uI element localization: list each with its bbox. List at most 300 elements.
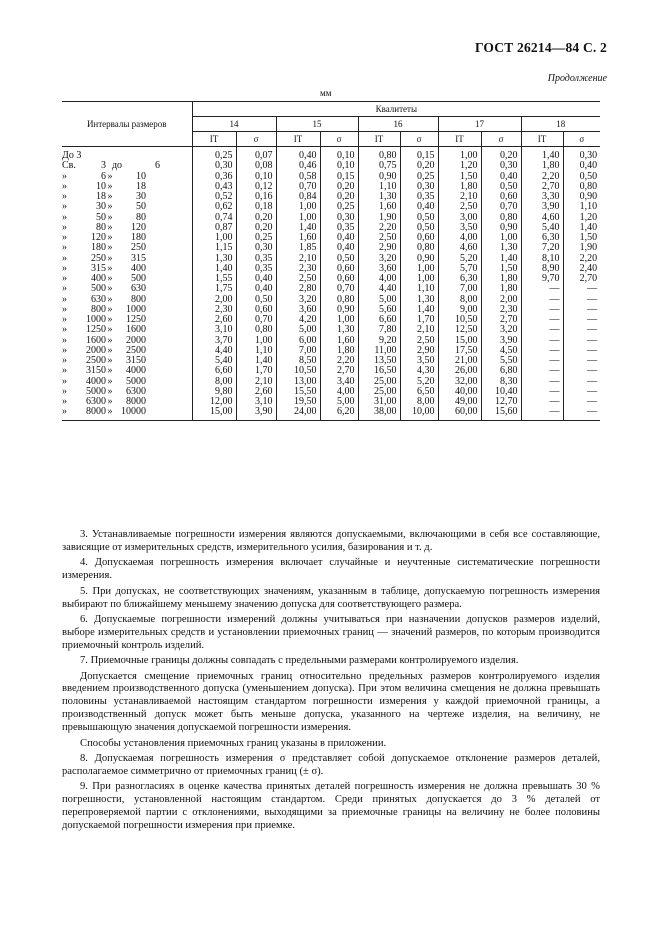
it-value: 13,00 — [276, 377, 320, 387]
size-interval — [62, 325, 192, 335]
sigma-value: 0,50 — [481, 182, 521, 192]
interval-mid: » — [107, 293, 113, 305]
paragraph: Допускается смещение приемочных границ относительно предельных размеров контролируемого изделия введением производственного допуска (уменьшением допуска). При этом величина смещения не должна превышать половины устанавливаемой настоящим стандартом погрешности измерения у каждой приемочной границы, а производственный допуск может быть меньше допуска, указанного на чертеже изделия, на величину, не превышающую значения допускаемой погрешности измерения. — [62, 670, 600, 734]
interval-mid: » — [107, 344, 113, 356]
interval-to: 400 — [131, 262, 146, 274]
size-interval — [62, 254, 192, 264]
size-interval — [62, 161, 192, 171]
sigma-value: 1,30 — [481, 243, 521, 253]
sigma-value: 0,30 — [400, 182, 438, 192]
it-value: 7,00 — [276, 346, 320, 356]
interval-to: 180 — [131, 232, 146, 243]
it-value: — — [521, 407, 563, 420]
paragraph: 3. Устанавливаемые погрешности измерения являются допускаемыми, включающими в себя все составляющие, зависящие от измерительных средств, измерительного усилия, базирования и т. д. — [62, 529, 600, 553]
it-value: 1,55 — [192, 274, 236, 284]
it-value: 0,80 — [358, 147, 400, 162]
sigma-value: 0,30 — [320, 213, 358, 223]
it-value: 5,60 — [358, 305, 400, 315]
interval-mid: » — [107, 232, 113, 243]
interval-prefix: » — [62, 375, 67, 387]
it-value: 1,00 — [276, 202, 320, 212]
it-value: 19,50 — [276, 397, 320, 407]
it-value: 1,00 — [192, 233, 236, 243]
sigma-value: 0,40 — [320, 243, 358, 253]
it-value: 1,60 — [358, 202, 400, 212]
interval-mid: » — [107, 303, 113, 315]
interval-prefix: » — [62, 252, 67, 264]
it-value: 3,10 — [192, 325, 236, 335]
sigma-value: 0,10 — [320, 161, 358, 171]
it-value: 6,60 — [192, 366, 236, 376]
interval-to: 30 — [136, 191, 146, 202]
interval-mid: » — [107, 365, 113, 377]
sigma-value: — — [563, 336, 600, 346]
sigma-value: 2,50 — [400, 336, 438, 346]
sigma-value: 4,50 — [481, 346, 521, 356]
paragraph: 8. Допускаемая погрешность измерения σ представляет собой допускаемое отклонение размеров деталей, располагаемое симметрично от приемочных границ (± σ). — [62, 753, 600, 777]
sigma-value: 0,15 — [400, 147, 438, 162]
interval-to: 50 — [136, 201, 146, 213]
sigma-value: 0,35 — [236, 264, 276, 274]
interval-mid: » — [107, 252, 113, 264]
sigma-value: 2,00 — [481, 295, 521, 305]
it-value: 2,30 — [276, 264, 320, 274]
it-value: 4,20 — [276, 315, 320, 325]
interval-prefix: » — [62, 262, 67, 274]
sigma-value: 8,30 — [481, 377, 521, 387]
sigma-subheader: σ — [320, 132, 358, 147]
it-subheader: IT — [521, 132, 563, 147]
it-value: 3,70 — [192, 336, 236, 346]
interval-from: 315 — [91, 262, 106, 274]
interval-to: 6300 — [126, 385, 146, 397]
sigma-value: 1,00 — [236, 336, 276, 346]
sigma-value: 0,10 — [236, 172, 276, 182]
it-value: 3,60 — [358, 264, 400, 274]
it-value: 0,52 — [192, 192, 236, 202]
it-value: 2,10 — [276, 254, 320, 264]
body-text — [62, 529, 600, 835]
interval-mid: до — [111, 160, 123, 172]
sigma-value: — — [563, 407, 600, 420]
sigma-value: — — [563, 397, 600, 407]
sigma-value: 0,80 — [481, 213, 521, 223]
interval-mid: » — [107, 262, 113, 274]
sigma-subheader: σ — [481, 132, 521, 147]
it-subheader: IT — [192, 132, 236, 147]
sigma-value: 1,40 — [563, 223, 600, 233]
table-row — [62, 325, 600, 335]
interval-from: 18 — [96, 191, 106, 202]
sigma-value: 1,00 — [400, 264, 438, 274]
it-value: 5,40 — [521, 223, 563, 233]
it-value: 2,60 — [192, 315, 236, 325]
sigma-value: 2,70 — [563, 274, 600, 284]
it-value: 8,00 — [438, 295, 481, 305]
sigma-value: 0,30 — [236, 243, 276, 253]
interval-to: 8000 — [126, 396, 146, 407]
sigma-value: 10,00 — [400, 407, 438, 420]
sigma-value: 0,35 — [320, 223, 358, 233]
sigma-value: 3,20 — [481, 325, 521, 335]
it-value: 3,50 — [438, 223, 481, 233]
interval-from: 400 — [91, 273, 106, 284]
it-value: 6,60 — [358, 315, 400, 325]
sigma-value: 0,25 — [400, 172, 438, 182]
sigma-value: 0,15 — [320, 172, 358, 182]
tolerance-table — [62, 101, 600, 421]
sigma-value: 0,20 — [320, 192, 358, 202]
it-value: 0,36 — [192, 172, 236, 182]
sigma-value: 0,60 — [320, 274, 358, 284]
it-value: 3,60 — [276, 305, 320, 315]
it-value: 0,87 — [192, 223, 236, 233]
sigma-value: 0,40 — [236, 274, 276, 284]
sigma-value: 2,30 — [481, 305, 521, 315]
interval-mid: » — [107, 324, 113, 336]
quality-group-header: 16 — [358, 117, 438, 132]
sigma-value: 1,00 — [320, 315, 358, 325]
sigma-value: 0,50 — [236, 295, 276, 305]
paragraph: 5. При допусках, не соответствующих значениям, указанным в таблице, допускаемую погрешность измерения выбирают по ближайшему меньшему значению допуска для соответствующего размера. — [62, 585, 600, 610]
it-value: 0,62 — [192, 202, 236, 212]
interval-prefix: » — [62, 283, 67, 295]
size-interval — [62, 213, 192, 223]
interval-to: 1250 — [126, 314, 146, 325]
it-value: 4,00 — [358, 274, 400, 284]
interval-to: 3150 — [126, 355, 146, 366]
it-value: 49,00 — [438, 397, 481, 407]
sigma-value: 0,90 — [320, 305, 358, 315]
it-value: 60,00 — [438, 407, 481, 420]
it-value: 2,50 — [358, 233, 400, 243]
sigma-value: 0,80 — [400, 243, 438, 253]
interval-mid: » — [107, 211, 113, 223]
interval-from: 2500 — [86, 355, 106, 366]
it-value: 1,15 — [192, 243, 236, 253]
quality-group-header: 14 — [192, 117, 276, 132]
interval-to: 500 — [131, 273, 146, 284]
it-value: 2,20 — [358, 223, 400, 233]
sigma-value: 1,40 — [481, 254, 521, 264]
sigma-value: — — [563, 284, 600, 294]
interval-from: 3 — [101, 160, 106, 172]
interval-prefix: Св. — [62, 160, 76, 172]
sigma-value: 0,70 — [320, 284, 358, 294]
it-value: — — [521, 377, 563, 387]
interval-mid: » — [107, 180, 113, 192]
interval-from: 1250 — [86, 324, 106, 336]
sigma-value: 2,10 — [236, 377, 276, 387]
interval-to: 10 — [136, 170, 146, 182]
it-value: 1,40 — [276, 223, 320, 233]
sigma-value: 0,70 — [236, 315, 276, 325]
it-value: 1,10 — [358, 182, 400, 192]
size-interval — [62, 243, 192, 253]
sigma-value: 0,70 — [481, 202, 521, 212]
interval-prefix: » — [62, 221, 67, 233]
it-value: 2,50 — [276, 274, 320, 284]
it-value: 3,30 — [521, 192, 563, 202]
sigma-value: 0,20 — [481, 147, 521, 162]
size-interval — [62, 264, 192, 274]
sigma-value: 1,80 — [481, 284, 521, 294]
interval-prefix: » — [62, 242, 67, 254]
it-value: — — [521, 315, 563, 325]
interval-from: 500 — [91, 283, 106, 295]
interval-prefix: » — [62, 180, 67, 192]
interval-from: 8000 — [86, 406, 106, 418]
sigma-value: 0,40 — [236, 284, 276, 294]
continuation-label: Продолжение — [547, 73, 607, 84]
table-row — [62, 202, 600, 212]
size-interval — [62, 366, 192, 376]
sigma-value: 2,40 — [563, 264, 600, 274]
sigma-value: 1,10 — [236, 346, 276, 356]
it-value: 1,00 — [276, 213, 320, 223]
it-value: 1,30 — [192, 254, 236, 264]
it-value: 4,60 — [521, 213, 563, 223]
it-value: 0,74 — [192, 213, 236, 223]
it-value: 1,20 — [438, 161, 481, 171]
interval-from: 1000 — [86, 314, 106, 325]
it-value: 10,50 — [438, 315, 481, 325]
interval-to: 10000 — [121, 406, 146, 418]
it-value: 4,40 — [358, 284, 400, 294]
sigma-subheader: σ — [236, 132, 276, 147]
table-row — [62, 407, 600, 420]
sigma-value: 0,60 — [400, 233, 438, 243]
it-value: 1,75 — [192, 284, 236, 294]
table-row — [62, 243, 600, 253]
it-value: 4,40 — [192, 346, 236, 356]
sigma-value: 10,40 — [481, 387, 521, 397]
interval-header: Интервалы размеров — [62, 102, 192, 147]
sigma-value: 0,35 — [400, 192, 438, 202]
sigma-value: 3,40 — [320, 377, 358, 387]
sigma-value: 1,60 — [320, 336, 358, 346]
interval-from: 120 — [91, 232, 106, 243]
quality-group-header: 18 — [521, 117, 600, 132]
it-value: 12,50 — [438, 325, 481, 335]
sigma-value: 3,50 — [400, 356, 438, 366]
interval-from: 3150 — [86, 365, 106, 377]
interval-mid: » — [107, 201, 113, 213]
interval-prefix: » — [62, 201, 67, 213]
it-value: 6,00 — [276, 336, 320, 346]
sigma-value: — — [563, 325, 600, 335]
sigma-value: 0,40 — [481, 172, 521, 182]
interval-prefix: » — [62, 232, 67, 243]
it-value: 16,50 — [358, 366, 400, 376]
sigma-subheader: σ — [400, 132, 438, 147]
it-value: 3,20 — [276, 295, 320, 305]
it-value: 1,40 — [192, 264, 236, 274]
interval-prefix: » — [62, 303, 67, 315]
interval-to: 315 — [131, 252, 146, 264]
sigma-value: 1,40 — [236, 356, 276, 366]
it-value: 24,00 — [276, 407, 320, 420]
it-value: 5,20 — [438, 254, 481, 264]
sigma-value: 1,50 — [563, 233, 600, 243]
interval-mid: » — [107, 283, 113, 295]
table-row — [62, 161, 600, 171]
sigma-value: — — [563, 295, 600, 305]
it-value: 2,30 — [192, 305, 236, 315]
sigma-value: 3,90 — [236, 407, 276, 420]
interval-prefix: » — [62, 355, 67, 366]
sigma-value: 0,07 — [236, 147, 276, 162]
sigma-subheader: σ — [563, 132, 600, 147]
it-value: — — [521, 325, 563, 335]
interval-prefix: » — [62, 324, 67, 336]
table-row — [62, 284, 600, 294]
it-value: 40,00 — [438, 387, 481, 397]
size-interval — [62, 407, 192, 420]
sigma-value: 0,20 — [236, 213, 276, 223]
sigma-value: 1,80 — [481, 274, 521, 284]
it-value: 15,00 — [438, 336, 481, 346]
sigma-value: 0,40 — [400, 202, 438, 212]
sigma-value: 0,30 — [563, 147, 600, 162]
interval-to: 250 — [131, 242, 146, 254]
size-interval — [62, 172, 192, 182]
sigma-value: 0,50 — [400, 213, 438, 223]
sigma-value: 0,20 — [320, 182, 358, 192]
sigma-value: — — [563, 377, 600, 387]
it-value: 9,20 — [358, 336, 400, 346]
it-value: — — [521, 336, 563, 346]
interval-to: 2000 — [126, 334, 146, 346]
sigma-value: — — [563, 387, 600, 397]
it-value: 25,00 — [358, 377, 400, 387]
interval-from: 10 — [96, 180, 106, 192]
it-value: 4,00 — [438, 233, 481, 243]
interval-mid: » — [107, 334, 113, 346]
it-value: 38,00 — [358, 407, 400, 420]
interval-mid: » — [107, 242, 113, 254]
sigma-value: — — [563, 356, 600, 366]
it-value: 10,50 — [276, 366, 320, 376]
interval-from: 250 — [91, 252, 106, 264]
sigma-value: 0,90 — [563, 192, 600, 202]
interval-mid: » — [107, 375, 113, 387]
it-value: 0,75 — [358, 161, 400, 171]
interval-prefix: » — [62, 211, 67, 223]
qualities-header: Квалитеты — [192, 102, 600, 117]
sigma-value: 0,80 — [563, 182, 600, 192]
interval-from: 5000 — [86, 385, 106, 397]
interval-to: 630 — [131, 283, 146, 295]
sigma-value: 1,90 — [563, 243, 600, 253]
it-value: 8,10 — [521, 254, 563, 264]
sigma-value: 0,20 — [236, 223, 276, 233]
sigma-value: 0,60 — [236, 305, 276, 315]
sigma-value: 0,60 — [320, 264, 358, 274]
sigma-value: 2,20 — [320, 356, 358, 366]
quality-group-header: 17 — [438, 117, 521, 132]
it-value: 5,40 — [192, 356, 236, 366]
it-value: 3,20 — [358, 254, 400, 264]
interval-from: 180 — [91, 242, 106, 254]
it-value: 2,50 — [438, 202, 481, 212]
sigma-value: 1,70 — [236, 366, 276, 376]
interval-from: 4000 — [86, 375, 106, 387]
sigma-value: 0,10 — [320, 147, 358, 162]
sigma-value: 1,10 — [563, 202, 600, 212]
interval-to: 80 — [136, 211, 146, 223]
sigma-value: 1,40 — [400, 305, 438, 315]
interval-prefix: » — [62, 385, 67, 397]
it-value: 26,00 — [438, 366, 481, 376]
sigma-value: 0,18 — [236, 202, 276, 212]
paragraph: 6. Допускаемые погрешности измерений должны учитываться при назначении допусков размеров изделий, выборе измерительных средств и установлении приемочных границ — значений размеров, по которым производится приемочный контроль изделий. — [62, 613, 600, 651]
it-value: 0,25 — [192, 147, 236, 162]
it-value: 1,60 — [276, 233, 320, 243]
interval-from: 2000 — [86, 344, 106, 356]
it-value: 5,00 — [276, 325, 320, 335]
it-value: 1,40 — [521, 147, 563, 162]
interval-from: 6 — [101, 170, 106, 182]
interval-prefix: » — [62, 406, 67, 418]
it-value: 1,80 — [438, 182, 481, 192]
sigma-value: 2,60 — [236, 387, 276, 397]
interval-mid: » — [107, 396, 113, 407]
it-value: 8,50 — [276, 356, 320, 366]
sigma-value: 2,20 — [563, 254, 600, 264]
sigma-value: 0,50 — [563, 172, 600, 182]
it-value: — — [521, 387, 563, 397]
sigma-value: 0,90 — [400, 254, 438, 264]
size-interval — [62, 182, 192, 192]
sigma-value: — — [563, 305, 600, 315]
it-value: 31,00 — [358, 397, 400, 407]
sigma-value: 5,50 — [481, 356, 521, 366]
it-value: — — [521, 397, 563, 407]
it-value: 4,60 — [438, 243, 481, 253]
sigma-value: 0,35 — [236, 254, 276, 264]
interval-to: 18 — [136, 180, 146, 192]
sigma-value: 2,70 — [481, 315, 521, 325]
sigma-value: 0,90 — [481, 223, 521, 233]
sigma-value: 8,00 — [400, 397, 438, 407]
sigma-value: 3,10 — [236, 397, 276, 407]
sigma-value: 1,20 — [563, 213, 600, 223]
it-value: — — [521, 305, 563, 315]
sigma-value: 3,90 — [481, 336, 521, 346]
it-value: — — [521, 284, 563, 294]
interval-to: 4000 — [126, 365, 146, 377]
interval-from: 630 — [91, 293, 106, 305]
it-value: 0,30 — [192, 161, 236, 171]
interval-prefix: » — [62, 293, 67, 305]
it-value: 5,70 — [438, 264, 481, 274]
sigma-value: 15,60 — [481, 407, 521, 420]
it-value: 0,43 — [192, 182, 236, 192]
sigma-value: 5,00 — [320, 397, 358, 407]
it-value: 17,50 — [438, 346, 481, 356]
sigma-value: 0,08 — [236, 161, 276, 171]
sigma-value: 0,25 — [320, 202, 358, 212]
it-value: 5,00 — [358, 295, 400, 305]
sigma-value: 0,16 — [236, 192, 276, 202]
size-interval — [62, 233, 192, 243]
sigma-value: 0,60 — [481, 192, 521, 202]
interval-prefix: » — [62, 273, 67, 284]
interval-from: 1600 — [86, 334, 106, 346]
sigma-value: 2,90 — [400, 346, 438, 356]
it-value: 7,80 — [358, 325, 400, 335]
